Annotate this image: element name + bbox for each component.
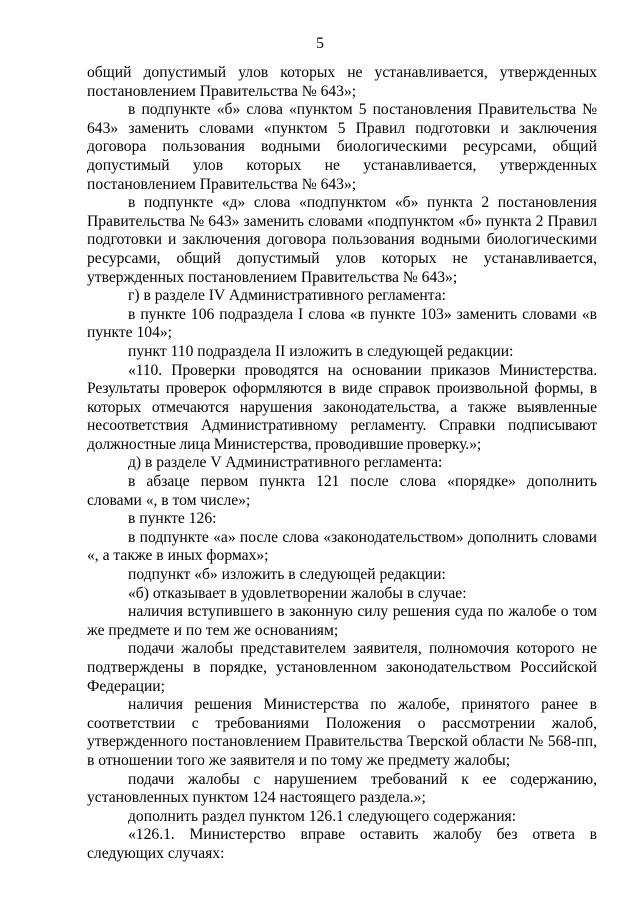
paragraph: подачи жалобы с нарушением требований к ее содержанию, установленных пунктом 124 настоящего раздела.»; [87,770,597,807]
paragraph: в подпункте «д» слова «подпунктом «б» пункта 2 постановления Правительства № 643» заменить словами «подпунктом «б» пункта 2 Правил подготовки и заключения договора пользования водными биологическими ресурсами, общий допустимый улов которых не устанавливается, утвержденных постановлением Правительства № 643»; [87,194,597,286]
paragraph: в подпункте «а» после слова «законодательством» дополнить словами «, а также в иных формах»; [87,528,597,565]
paragraph: подачи жалобы представителем заявителя, полномочия которого не подтверждены в порядке, установленном законодательством Российской Федерации; [87,640,597,695]
document-body [87,64,597,864]
paragraph: д) в разделе V Административного регламента: [128,454,443,472]
paragraph: г) в разделе IV Административного регламента: [128,287,446,305]
page-number: 5 [316,35,324,52]
paragraph: в пункте 126: [128,510,217,528]
paragraph: наличия вступившего в законную силу решения суда по жалобе о том же предмете и по тем же основаниям; [87,603,597,639]
paragraph: подпункт «б» изложить в следующей редакции: [128,566,446,584]
paragraph: «110. Проверки проводятся на основании приказов Министерства. Результаты проверок оформляются в виде справок произвольной формы, в которых отмечаются нарушения законодательства, а также выявленные несоответствия Административному регламенту. Справки подписывают должностные лица Министерства, проводившие проверку.»; [87,361,597,453]
paragraph: наличия решения Министерства по жалобе, принятого ранее в соответствии с требованиями Положения о рассмотрении жалоб, утвержденного постановлением Правительства Тверской области № 568-пп, в отношении того же заявителя и по тому же предмету жалобы; [87,696,597,769]
paragraph: пункт 110 подраздела II изложить в следующей редакции: [128,342,514,360]
paragraph: в пункте 106 подраздела I слова «в пункте 103» заменить словами «в пункте 104»; [87,305,597,342]
paragraph: «126.1. Министерство вправе оставить жалобу без ответа в следующих случаях: [87,826,597,862]
paragraph: дополнить раздел пунктом 126.1 следующего содержания: [128,807,517,825]
paragraph: в абзаце первом пункта 121 после слова «порядке» дополнить словами «, в том числе»; [87,473,597,509]
paragraph: общий допустимый улов которых не устанавливается, утвержденных постановлением Правительства № 643»; [87,64,597,100]
paragraph: «б) отказывает в удовлетворении жалобы в случае: [128,584,467,602]
paragraph: в подпункте «б» слова «пунктом 5 постановления Правительства № 643» заменить словами «пунктом 5 Правил подготовки и заключения договора пользования водными биологическими ресурсами, общий допустимый улов которых не устанавливается, утвержденных постановлением Правительства № 643»; [87,101,597,193]
